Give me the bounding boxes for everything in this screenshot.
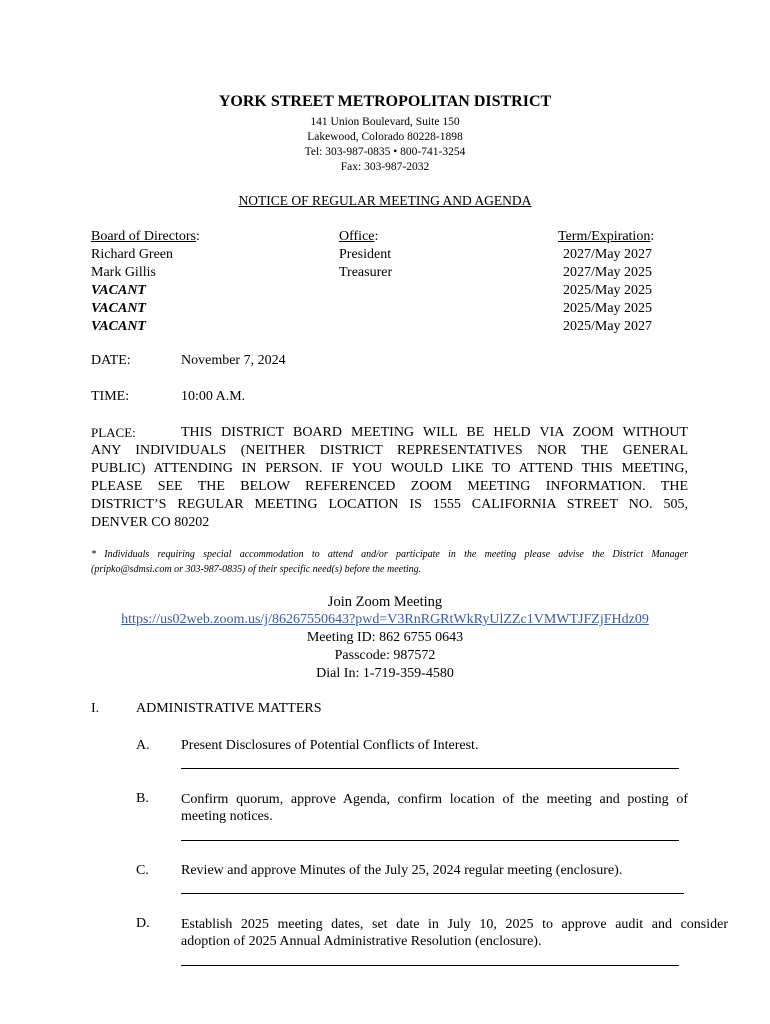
director-name: VACANT xyxy=(91,301,146,316)
board-member-row xyxy=(91,318,691,336)
notice-title-text: NOTICE OF REGULAR MEETING AND AGENDA xyxy=(238,193,532,208)
director-term: 2025/May 2025 xyxy=(563,283,653,298)
board-member-row xyxy=(91,282,691,300)
address-line-1: 141 Union Boulevard, Suite 150 xyxy=(310,116,460,128)
agenda-item-letter: A. xyxy=(136,738,150,753)
director-term: 2025/May 2027 xyxy=(563,319,653,334)
director-term: 2027/May 2025 xyxy=(563,265,653,280)
section-title: ADMINISTRATIVE MATTERS xyxy=(136,701,322,716)
accommodation-note-line: * Individuals requiring special accommodation to attend and/or participate in the meeting please advise the District Manager xyxy=(91,549,688,560)
address-line-2: Lakewood, Colorado 80228-1898 xyxy=(307,131,463,143)
board-header-row xyxy=(91,228,691,246)
place-text-line: THIS DISTRICT BOARD MEETING WILL BE HELD VIA ZOOM WITHOUT xyxy=(181,425,688,440)
director-name: VACANT xyxy=(91,283,146,298)
zoom-passcode: Passcode: 987572 xyxy=(334,648,436,663)
district-title: YORK STREET METROPOLITAN DISTRICT xyxy=(218,93,552,110)
place-text-line: DISTRICT’S REGULAR MEETING LOCATION IS 1555 CALIFORNIA STREET NO. 505, xyxy=(91,497,688,512)
place-text-line: PUBLIC) ATTENDING IN PERSON. IF YOU WOULD LIKE TO ATTEND THIS MEETING, xyxy=(91,461,688,476)
director-office: President xyxy=(339,247,392,262)
signature-line xyxy=(181,965,679,966)
fax-line: Fax: 303-987-2032 xyxy=(340,161,430,173)
agenda-item-letter: D. xyxy=(136,916,150,931)
place-label: PLACE: xyxy=(91,425,136,440)
board-member-row xyxy=(91,264,691,282)
date-label: DATE: xyxy=(91,353,131,368)
zoom-link-wrap xyxy=(0,612,770,628)
director-term: 2027/May 2027 xyxy=(563,247,653,262)
time-value: 10:00 A.M. xyxy=(181,389,246,404)
agenda-item-letter: C. xyxy=(136,863,149,878)
place-text-line: DENVER CO 80202 xyxy=(91,515,210,530)
place-text-line: PLEASE SEE THE BELOW REFERENCED ZOOM MEETING INFORMATION. THE xyxy=(91,479,688,494)
signature-line xyxy=(181,768,679,769)
director-name: Richard Green xyxy=(91,247,174,262)
director-name: Mark Gillis xyxy=(91,265,156,280)
agenda-item-text: Review and approve Minutes of the July 25, 2024 regular meeting (enclosure). xyxy=(181,863,623,878)
place-text-line: ANY INDIVIDUALS (NEITHER DISTRICT REPRESENTATIVES NOR THE GENERAL xyxy=(91,443,688,458)
director-name: VACANT xyxy=(91,319,146,334)
agenda-item-text: Present Disclosures of Potential Conflicts of Interest. xyxy=(181,738,479,753)
agenda-item-letter: B. xyxy=(136,791,149,806)
board-table xyxy=(91,228,691,336)
zoom-heading: Join Zoom Meeting xyxy=(327,594,443,610)
time-label: TIME: xyxy=(91,389,130,404)
director-office: Treasurer xyxy=(339,265,393,280)
zoom-meeting-id: Meeting ID: 862 6755 0643 xyxy=(306,630,464,645)
date-value: November 7, 2024 xyxy=(181,353,286,368)
board-member-row xyxy=(91,300,691,318)
signature-line xyxy=(181,840,679,841)
accommodation-note-line: (pripko@sdmsi.com or 303-987-0835) of their specific need(s) before the meeting. xyxy=(91,564,422,575)
section-number: I. xyxy=(91,701,100,716)
board-directors-header: Board of Directors: xyxy=(91,229,200,244)
zoom-meeting-link[interactable]: https://us02web.zoom.us/j/86267550643?pwd=V3RnRGRtWkRyUlZZc1VMWTJFZjFHdz09 xyxy=(121,612,649,627)
board-member-row xyxy=(91,246,691,264)
place-paragraph xyxy=(91,424,688,532)
office-header: Office: xyxy=(339,229,379,244)
agenda-item-text: adoption of 2025 Annual Administrative Resolution (enclosure). xyxy=(181,934,542,949)
agenda-item-text: meeting notices. xyxy=(181,809,273,824)
notice-title xyxy=(0,193,770,209)
director-term: 2025/May 2025 xyxy=(563,301,653,316)
agenda-item-text: Confirm quorum, approve Agenda, confirm location of the meeting and posting of xyxy=(181,792,688,807)
signature-line xyxy=(181,893,684,894)
agenda-item-text: Establish 2025 meeting dates, set date in July 10, 2025 to approve audit and consider xyxy=(181,917,728,932)
term-header: Term/Expiration: xyxy=(558,229,655,244)
telephone-line: Tel: 303-987-0835 • 800-741-3254 xyxy=(304,146,466,158)
zoom-dial-in: Dial In: 1-719-359-4580 xyxy=(316,666,454,681)
